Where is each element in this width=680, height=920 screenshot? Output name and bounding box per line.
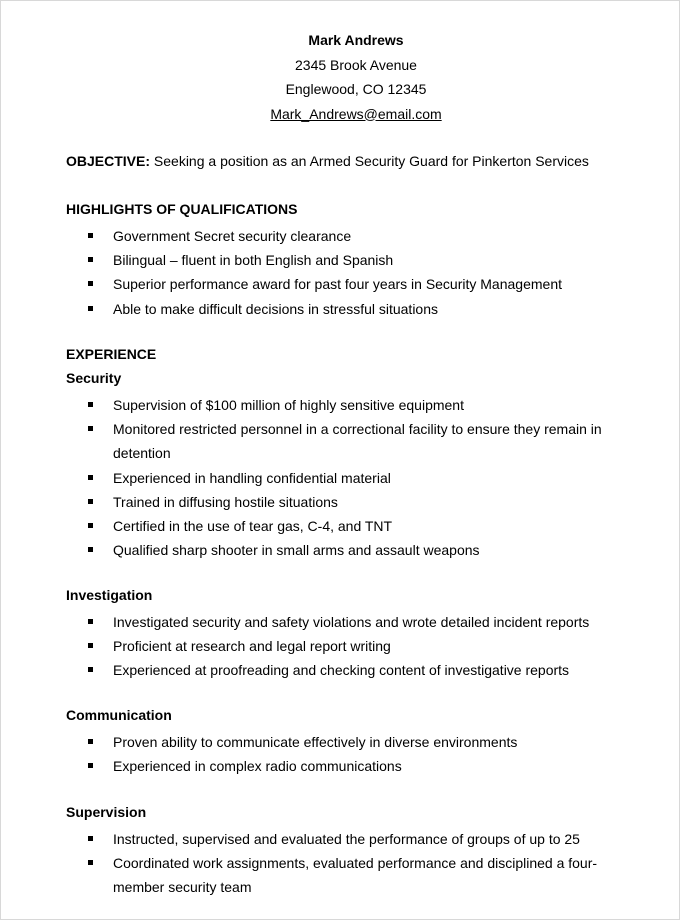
resume-header: [0, 31, 680, 129]
communication-section: [66, 706, 626, 778]
city-state-zip: Englewood, CO 12345: [285, 81, 427, 97]
list-item: Monitored restricted personnel in a correctional facility to ensure they remain in detention: [66, 417, 626, 465]
security-list: [66, 393, 626, 562]
highlights-section: [66, 200, 626, 321]
list-item: Experienced in handling confidential material: [66, 466, 626, 490]
highlights-heading: HIGHLIGHTS OF QUALIFICATIONS: [66, 201, 298, 217]
list-item: Experienced at proofreading and checking content of investigative reports: [66, 658, 626, 682]
investigation-list: [66, 610, 626, 683]
list-item: Certified in the use of tear gas, C-4, and TNT: [66, 514, 626, 538]
security-heading: Security: [66, 370, 122, 386]
supervision-section: [66, 803, 606, 900]
email-link[interactable]: Mark_Andrews@email.com: [270, 105, 442, 122]
list-item: Experienced in complex radio communications: [66, 754, 626, 778]
communication-list: [66, 730, 626, 778]
list-item: Qualified sharp shooter in small arms and assault weapons: [66, 538, 626, 562]
investigation-section: [66, 586, 626, 683]
supervision-list: [66, 827, 606, 900]
list-item: Supervision of $100 million of highly sensitive equipment: [66, 393, 626, 417]
investigation-heading: Investigation: [66, 587, 153, 603]
highlights-list: [66, 224, 626, 321]
list-item: Instructed, supervised and evaluated the performance of groups of up to 25: [66, 827, 606, 851]
communication-heading: Communication: [66, 707, 172, 723]
objective-label: OBJECTIVE:: [66, 153, 151, 169]
list-item: Proficient at research and legal report writing: [66, 634, 626, 658]
list-item: Superior performance award for past four years in Security Management: [66, 272, 626, 296]
experience-heading: EXPERIENCE: [66, 346, 157, 362]
candidate-name: Mark Andrews: [308, 32, 404, 48]
street-address: 2345 Brook Avenue: [295, 56, 417, 73]
list-item: Trained in diffusing hostile situations: [66, 490, 626, 514]
list-item: Investigated security and safety violations and wrote detailed incident reports: [66, 610, 626, 634]
list-item: Government Secret security clearance: [66, 224, 626, 248]
list-item: Coordinated work assignments, evaluated performance and disciplined a four-member security team: [66, 851, 606, 899]
list-item: Able to make difficult decisions in stressful situations: [66, 297, 626, 321]
objective-text: Seeking a position as an Armed Security Guard for Pinkerton Services: [150, 153, 589, 169]
list-item: Bilingual – fluent in both English and Spanish: [66, 248, 626, 272]
objective-statement: [66, 152, 666, 170]
experience-security-section: [66, 345, 626, 562]
supervision-heading: Supervision: [66, 804, 147, 820]
list-item: Proven ability to communicate effectively in diverse environments: [66, 730, 626, 754]
